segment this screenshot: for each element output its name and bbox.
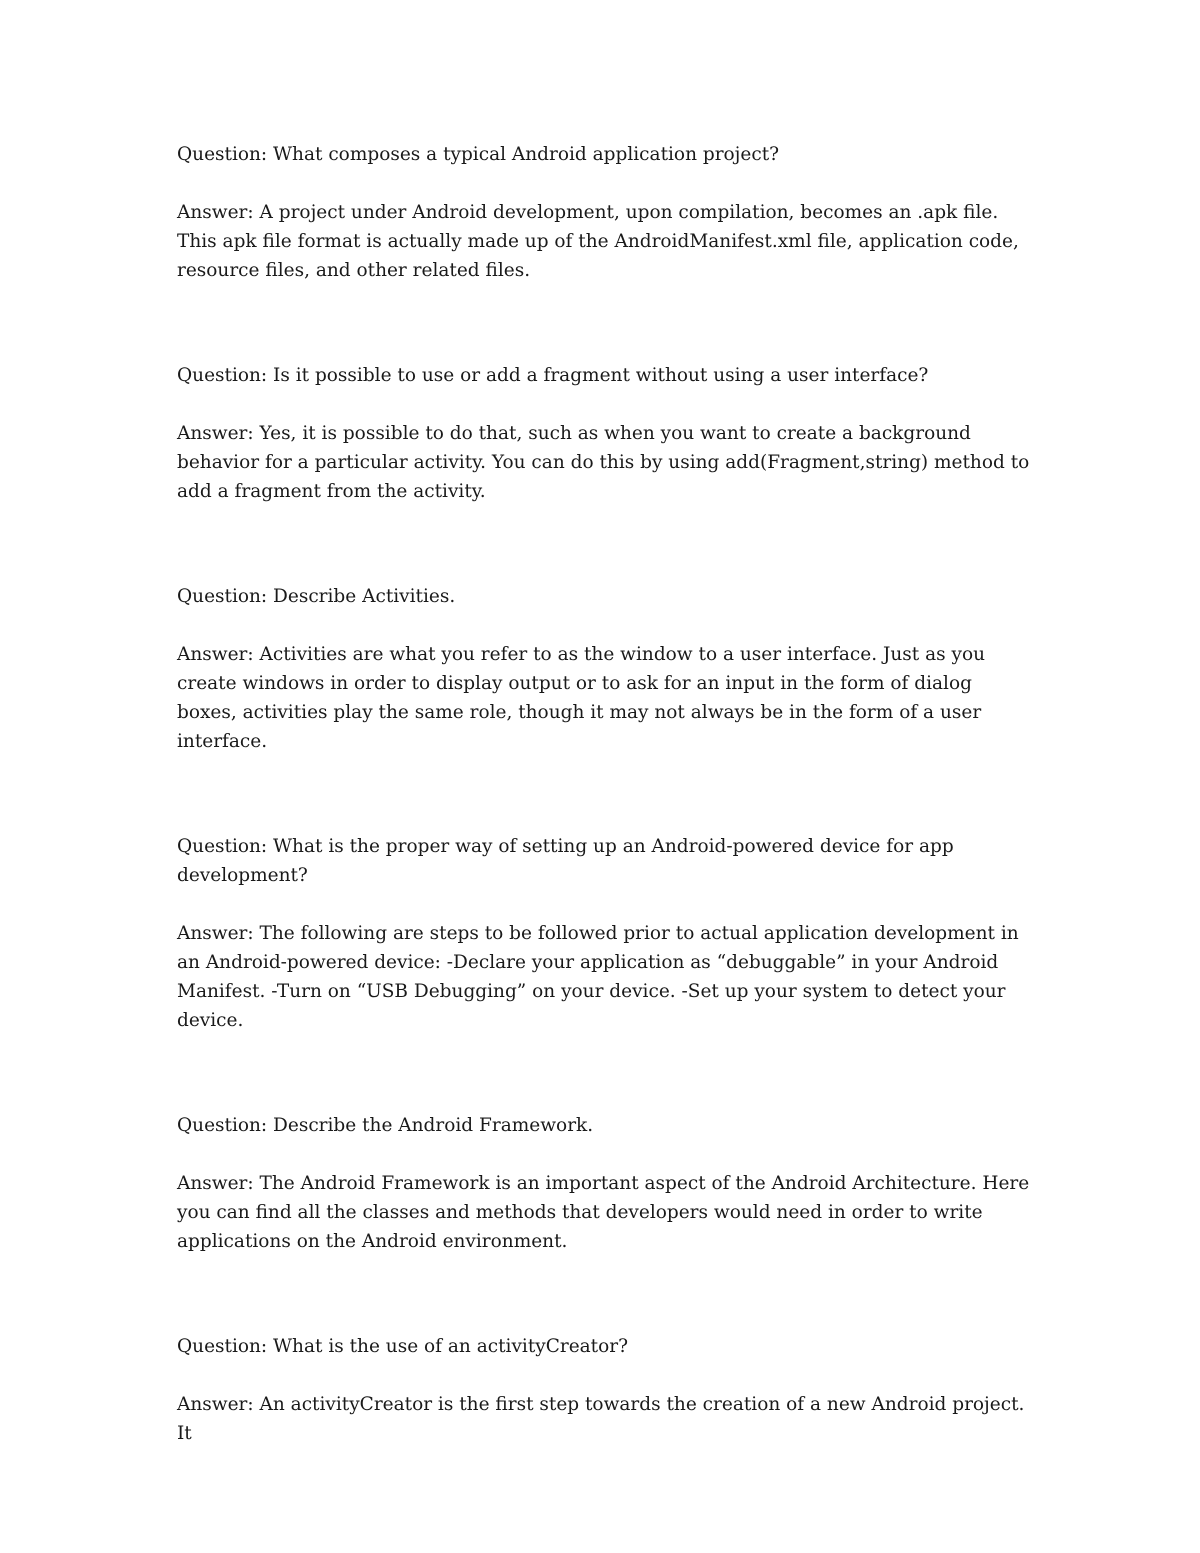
question-text: Question: Describe the Android Framework. bbox=[177, 1115, 594, 1136]
question-text: Question: What is the proper way of setting up an Android-powered device for app development? bbox=[177, 836, 954, 886]
qa-entry bbox=[177, 140, 1037, 285]
qa-entry bbox=[177, 1332, 1037, 1448]
answer-text: Answer: The following are steps to be followed prior to actual application development in an Android-powered device: -Declare your application as “debuggable” in your Android Manifest. -Turn on “USB Debugging” on your device. -Set up your system to detect your device. bbox=[177, 923, 1019, 1031]
document-page bbox=[177, 140, 1037, 1448]
question-text: Question: Is it possible to use or add a fragment without using a user interface? bbox=[177, 365, 929, 386]
question-text: Question: Describe Activities. bbox=[177, 586, 456, 607]
qa-entry bbox=[177, 361, 1037, 506]
answer-text: Answer: The Android Framework is an important aspect of the Android Architecture. Here you can find all the classes and methods that developers would need in order to write applications on the Android environment. bbox=[177, 1173, 1030, 1252]
qa-entry bbox=[177, 832, 1037, 1035]
question-text: Question: What is the use of an activityCreator? bbox=[177, 1336, 629, 1357]
answer-text: Answer: Yes, it is possible to do that, such as when you want to create a background behavior for a particular activity. You can do this by using add(Fragment,string) method to add a fragment from the activity. bbox=[177, 423, 1030, 502]
qa-entry bbox=[177, 1111, 1037, 1256]
answer-text: Answer: Activities are what you refer to as the window to a user interface. Just as you create windows in order to display output or to ask for an input in the form of dialog boxes, activities play the same role, though it may not always be in the form of a user interface. bbox=[177, 644, 986, 752]
answer-text: Answer: An activityCreator is the first step towards the creation of a new Android project. It bbox=[177, 1394, 1025, 1444]
question-text: Question: What composes a typical Android application project? bbox=[177, 144, 780, 165]
qa-entry bbox=[177, 582, 1037, 756]
answer-text: Answer: A project under Android development, upon compilation, becomes an .apk file. This apk file format is actually made up of the AndroidManifest.xml file, application code, resource files, and other related files. bbox=[177, 202, 1019, 281]
